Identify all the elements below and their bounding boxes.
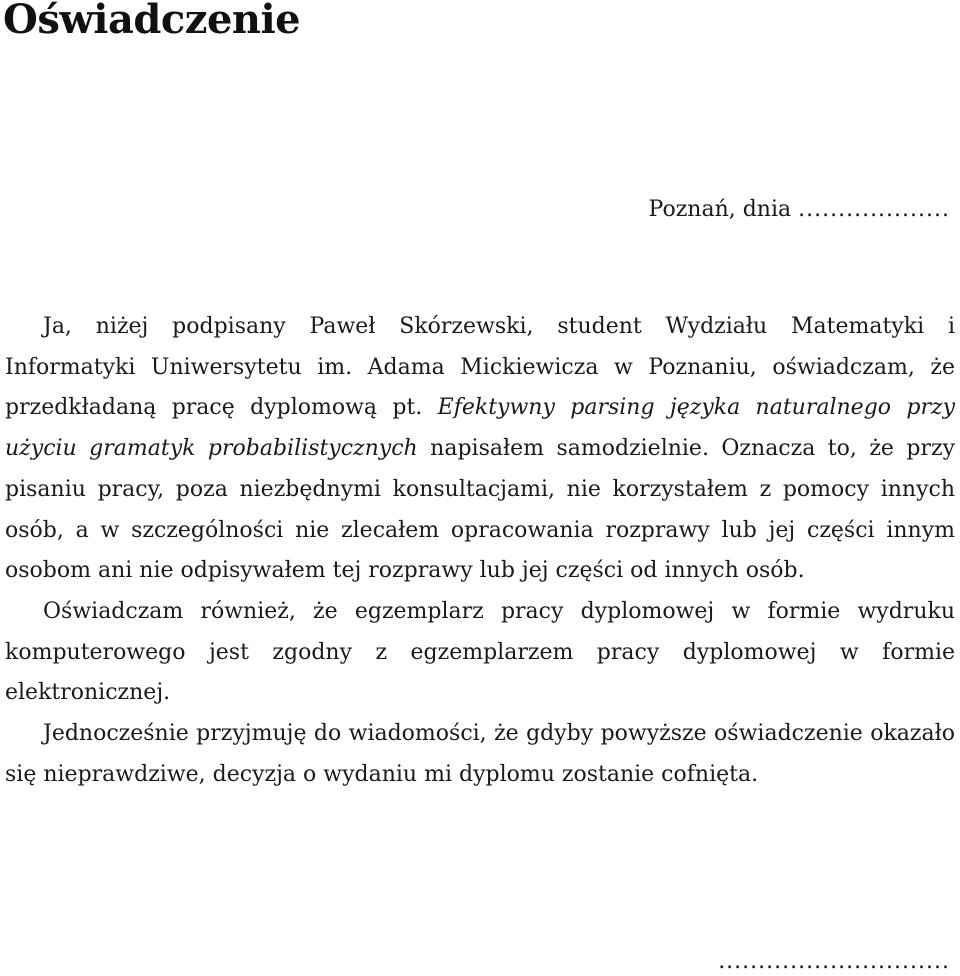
paragraph-copy-conformity: Oświadczam również, że egzemplarz pracy dyplomowej w formie wydruku komputerowego jest zgodny z egzemplarzem pracy dyplomowej w formie elektronicznej. [5,598,955,706]
paragraph-declaration-intro: Ja, niżej podpisany Paweł Skórzewski, student Wydziału Matematyki i Informatyki Uniwersytetu im. Adama Mickiewicza w Poznaniu, oświadczam, że przedkładaną pracę dyplomową pt. [5,314,955,421]
date-label: Poznań, dnia [648,197,792,222]
paragraph-declaration-rest: napisałem samodzielnie. Oznacza to, że przy pisaniu pracy, poza niezbędnymi konsultacjami, nie korzystałem z pomocy innych osób, a w szczególności nie zlecałem opracowania rozprawy lub jej części innym osobom ani nie odpisywałem tej rozprawy lub jej części od innych osób. [5,436,956,584]
signature-placeholder: ............................. [718,949,950,974]
page-title: Oświadczenie [3,0,301,43]
paragraph-consequences: Jednocześnie przyjmuję do wiadomości, że gdyby powyższe oświadczenie okazało się nieprawdziwe, decyzja o wydaniu mi dyplomu zostanie cofnięta. [5,721,955,787]
paragraph-declaration [5,307,955,592]
date-placeholder: ................... [798,197,950,222]
thesis-title: Efektywny parsing języka naturalnego przy użyciu gramatyk probabilistycznych [5,395,955,462]
declaration-body [5,307,955,795]
date-line [649,194,950,226]
